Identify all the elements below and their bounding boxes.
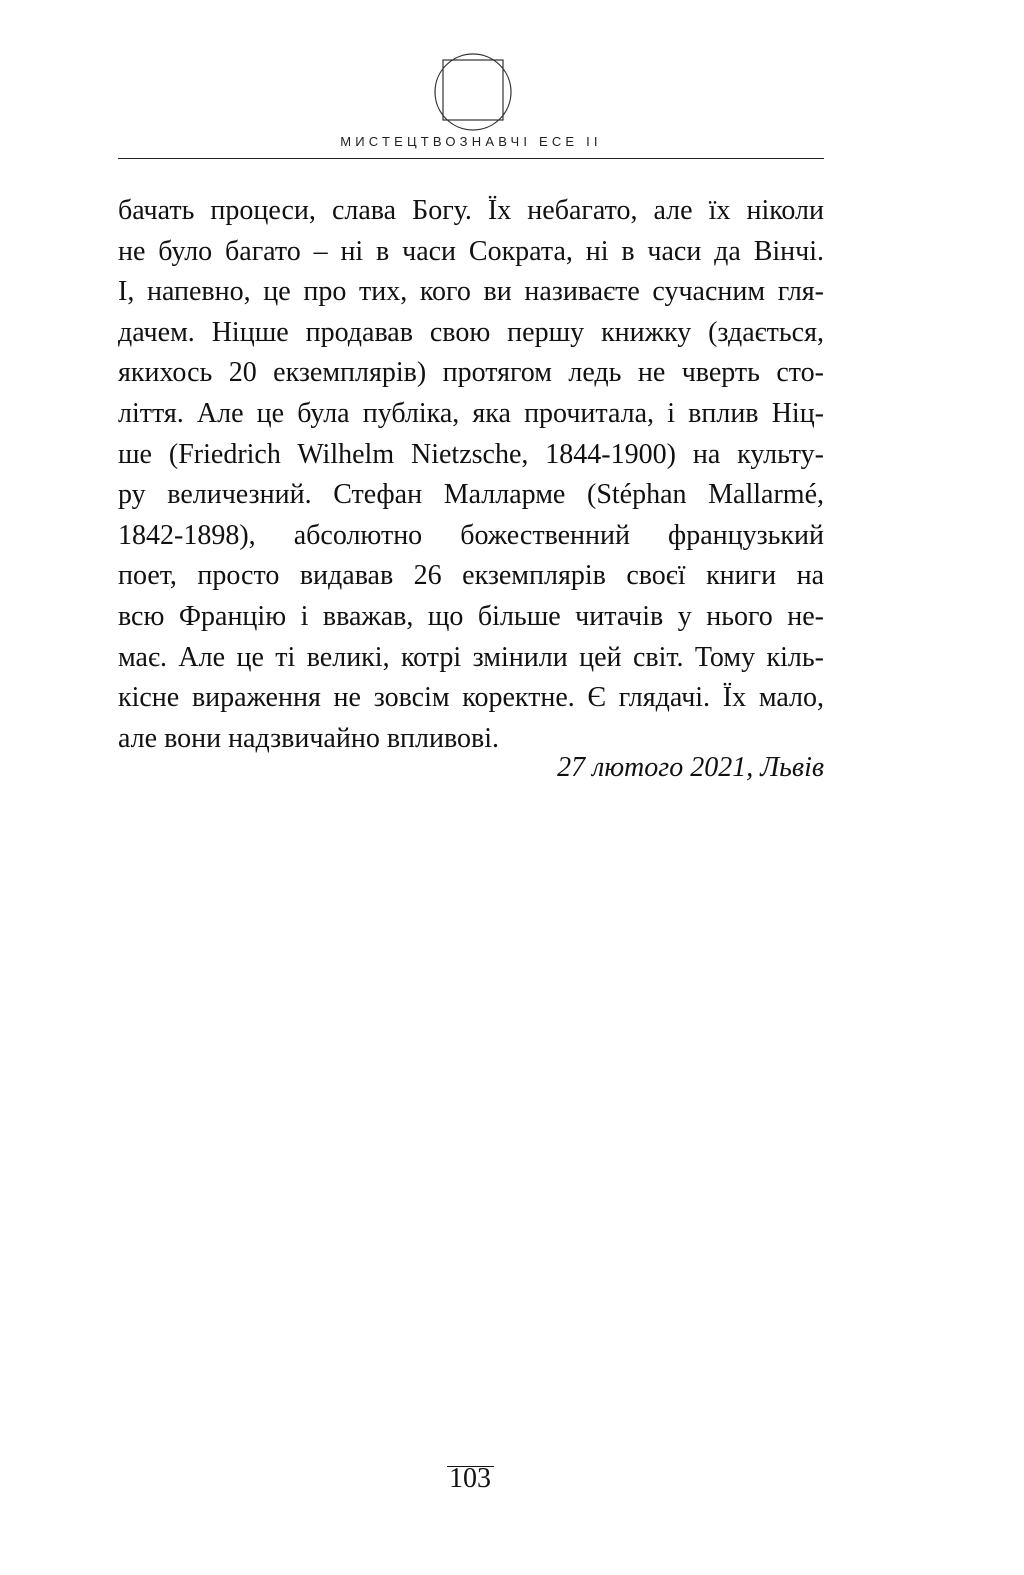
header-divider [118,158,824,159]
text-line: ру величезний. Стефан Малларме (Stéphan Mallarmé, [118,479,824,511]
text-line: кісне вираження не зовсім коректне. Є глядачі. Їх мало, [118,682,824,714]
text-line: якихось 20 екземплярів) протягом ледь не чверть сто- [118,357,824,389]
circle-square-logo-icon [433,52,513,132]
text-line: ше (Friedrich Wilhelm Nietzsche, 1844-1900) на культу- [118,438,824,470]
body-paragraph [118,191,824,759]
page-number: 103 [449,1463,491,1494]
text-line: не було багато – ні в часи Сократа, ні в часи да Вінчі. [118,235,824,267]
text-line: бачать процеси, слава Богу. Їх небагато, але їх ніколи [118,195,824,226]
text-line: має. Але це ті великі, котрі змінили цей світ. Тому кіль- [118,641,824,673]
text-line: ліття. Але це була публіка, яка прочитала, і вплив Ніц- [118,397,824,429]
dateline: 27 лютого 2021, Львів [557,752,824,783]
text-line: але вони надзвичайно впливові. [118,722,500,754]
text-line: 1842-1898), абсолютно божественний французький [118,519,824,551]
running-header-title: МИСТЕЦТВОЗНАВЧІ ЕСЕ II [340,134,602,149]
text-line: поет, просто видавав 26 екземплярів своєї книги на [118,560,824,592]
text-line: дачем. Ніцше продавав свою першу книжку (здається, [118,316,824,348]
text-line: всю Францію і вважав, що більше читачів у нього не- [118,600,824,632]
text-line: І, напевно, це про тих, кого ви називаєте сучасним гля- [118,276,824,308]
